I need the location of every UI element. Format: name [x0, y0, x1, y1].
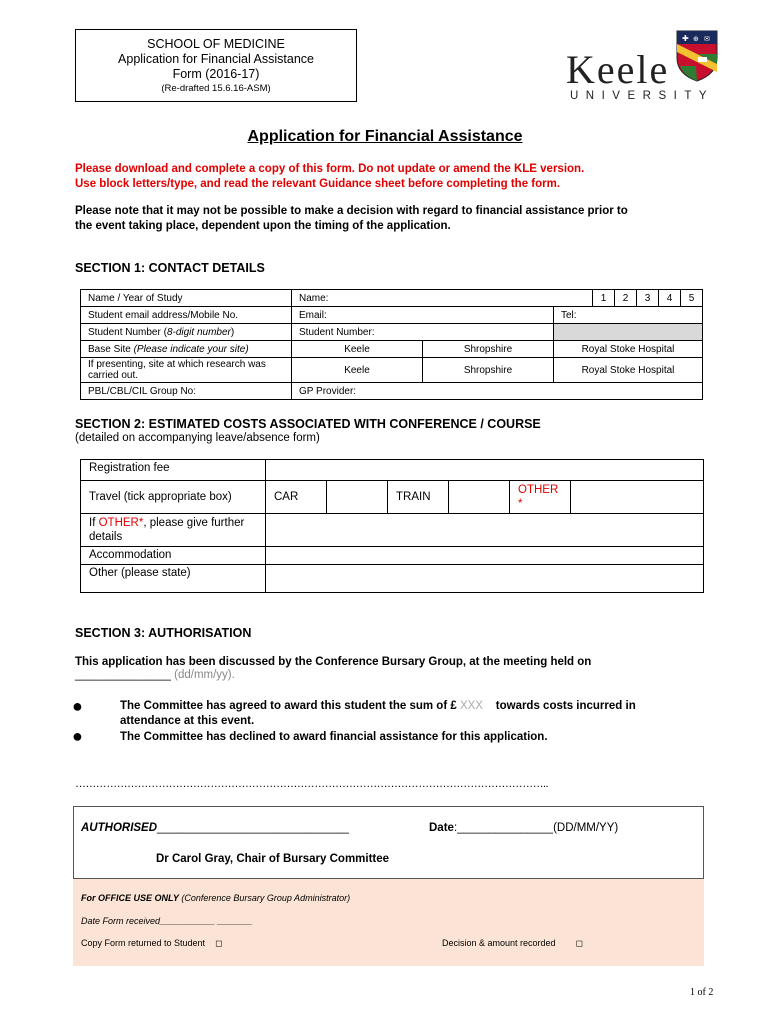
other-details-label: If OTHER*, please give further details — [81, 514, 266, 547]
svg-text:✚: ✚ — [682, 34, 689, 43]
pbl-group-label: PBL/CBL/CIL Group No: — [81, 383, 292, 400]
research-site-royal-stoke[interactable]: Royal Stoke Hospital — [554, 358, 703, 383]
form-title-line1: Application for Financial Assistance — [118, 52, 314, 66]
estimated-costs-table — [80, 459, 704, 593]
presenting-site-label: If presenting, site at which research was carried out. — [81, 358, 292, 383]
notice-line2: Use block letters/type, and read the relevant Guidance sheet before completing the form. — [75, 178, 561, 190]
timing-note — [75, 204, 628, 234]
name-field[interactable]: Name: — [292, 290, 593, 307]
train-label: TRAIN — [388, 481, 449, 514]
accommodation-field[interactable] — [266, 547, 704, 565]
svg-text:✉: ✉ — [704, 35, 710, 43]
email-mobile-label: Student email address/Mobile No. — [81, 307, 292, 324]
section3-heading: SECTION 3: AUTHORISATION — [75, 626, 252, 640]
svg-text:⊕: ⊕ — [693, 35, 699, 43]
discussed-statement: This application has been discussed by the Conference Bursary Group, at the meeting held on — [75, 656, 592, 668]
section2-subheading: (detailed on accompanying leave/absence form) — [75, 432, 320, 444]
meeting-date-blank[interactable]: _______________ — [75, 669, 171, 681]
research-site-shropshire[interactable]: Shropshire — [423, 358, 554, 383]
date-received-line[interactable]: ___________ _______ — [160, 916, 253, 926]
research-site-keele[interactable]: Keele — [292, 358, 423, 383]
contact-details-table — [80, 289, 703, 400]
email-field[interactable]: Email: — [292, 307, 554, 324]
bullet-agree: ● — [72, 696, 83, 716]
year-of-study-label: Name / Year of Study — [81, 290, 292, 307]
base-site-label: Base Site (Please indicate your site) — [81, 341, 292, 358]
form-title-line2: Form (2016-17) — [172, 67, 260, 81]
year-option-5[interactable]: 5 — [681, 290, 703, 307]
award-statement-line2: attendance at this event. — [120, 715, 255, 727]
section2-heading: SECTION 2: ESTIMATED COSTS ASSOCIATED WITH CONFERENCE / COURSE — [75, 417, 541, 431]
car-tick-box[interactable] — [327, 481, 388, 514]
car-label: CAR — [266, 481, 327, 514]
decision-checkbox[interactable]: ◻ — [575, 938, 584, 948]
copy-form-returned: Copy Form returned to Student ◻ — [81, 938, 223, 948]
year-option-3[interactable]: 3 — [637, 290, 659, 307]
authorised-date: Date:_______________(DD/MM/YY) — [429, 822, 619, 834]
other-label: OTHER * — [510, 481, 571, 514]
keele-wordmark: Keele — [566, 47, 670, 92]
base-site-shropshire[interactable]: Shropshire — [423, 341, 554, 358]
year-option-1[interactable]: 1 — [593, 290, 615, 307]
timing-note-line1: Please note that it may not be possible to make a decision with regard to financial assistance prior to — [75, 205, 628, 217]
base-site-royal-stoke[interactable]: Royal Stoke Hospital — [554, 341, 703, 358]
keele-logo — [566, 30, 726, 105]
other-costs-field[interactable] — [266, 565, 704, 593]
travel-label: Travel (tick appropriate box) — [81, 481, 266, 514]
base-site-keele[interactable]: Keele — [292, 341, 423, 358]
other-details-field[interactable] — [266, 514, 704, 547]
signatory-name: Dr Carol Gray, Chair of Bursary Committee — [156, 853, 390, 865]
redrafted-note: (Re-drafted 15.6.16-ASM) — [161, 83, 271, 94]
other-tick-box[interactable] — [571, 481, 704, 514]
dotted-separator: ……………………………………………………………………………………………………………………….. — [75, 778, 548, 790]
student-number-field[interactable]: Student Number: — [292, 324, 554, 341]
registration-fee-field[interactable] — [266, 460, 704, 481]
registration-fee-label: Registration fee — [81, 460, 266, 481]
office-use-box — [73, 878, 704, 966]
student-number-label: Student Number (8-digit number) — [81, 324, 292, 341]
year-option-2[interactable]: 2 — [615, 290, 637, 307]
copy-form-checkbox[interactable]: ◻ — [215, 938, 223, 948]
award-amount[interactable]: XXX — [459, 700, 483, 712]
page-title: Application for Financial Assistance — [247, 128, 523, 145]
section1-heading: SECTION 1: CONTACT DETAILS — [75, 261, 265, 275]
download-notice — [75, 162, 584, 192]
school-name: SCHOOL OF MEDICINE — [147, 37, 285, 51]
meeting-date: _______________ (dd/mm/yy). — [75, 669, 235, 681]
year-option-4[interactable]: 4 — [659, 290, 681, 307]
timing-note-line2: the event taking place, dependent upon the timing of the application. — [75, 220, 451, 232]
greyed-cell — [554, 324, 703, 341]
decision-recorded: Decision & amount recorded ◻ — [442, 938, 584, 948]
tel-field[interactable]: Tel: — [554, 307, 703, 324]
authorised-date-line[interactable]: :_______________(DD/MM/YY) — [453, 822, 619, 834]
gp-provider-field[interactable]: GP Provider: — [292, 383, 703, 400]
notice-line1: Please download and complete a copy of this form. Do not update or amend the KLE version. — [75, 163, 585, 175]
bullet-decline: ● — [72, 726, 83, 746]
university-wordmark: UNIVERSITY — [570, 90, 715, 102]
award-statement: The Committee has agreed to award this student the sum of £ XXX towards costs incurred in — [120, 700, 636, 712]
keele-crest-icon — [676, 30, 718, 82]
date-form-received: Date Form received___________ _______ — [81, 916, 253, 926]
accommodation-label: Accommodation — [81, 547, 266, 565]
office-use-title: For OFFICE USE ONLY (Conference Bursary Group Administrator) — [81, 893, 351, 903]
declined-statement: The Committee has declined to award financial assistance for this application. — [120, 731, 548, 743]
form-header-box — [75, 29, 357, 102]
authorised-line[interactable]: ______________________________ — [157, 822, 349, 834]
train-tick-box[interactable] — [449, 481, 510, 514]
authorised-signature: AUTHORISED______________________________ — [81, 822, 349, 834]
page-number: 1 of 2 — [690, 987, 714, 998]
other-costs-label: Other (please state) — [81, 565, 266, 593]
